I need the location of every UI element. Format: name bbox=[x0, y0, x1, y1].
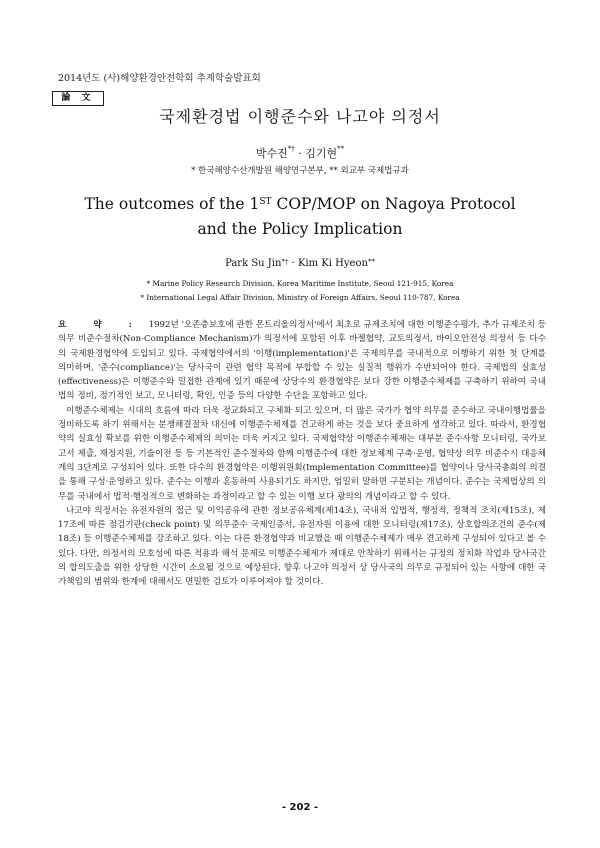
abstract-paragraph-2: 이행준수체제는 시대의 흐름에 따라 더욱 정교화되고 구체화 되고 있으며, 더 많은 국가가 협약 의무를 준수하고 국내이행법률을 정비하도록 하기 위해서는 분쟁해결절차 대신에 이행준수체제를 견고하게 하는 것을 보다 중요하게 생각하고 있다. 따라서, 환경협약의 실효성 확보를 위한 이행준수체제의 의미는 더욱 커지고 있다. 국제협약상 이행준수체제는 대부분 준수사항 모니터링, 국가보고서 제출, 재정지원, 기술이전 등 등 기본적인 준수절차와 함께 이행준수에 대한 정보체계 구축·운영, 협약상 의무 비준수시 대응체계의 3단계로 구성되어 있다. 또한 다수의 환경협약은 이행위원회(Implementation Committee)를 협약이나 당사국총회의 의결을 통해 구성·운영하고 있다. 준수는 이행과 혼동하여 사용되기도 하지만, 엄밀히 말하면 구분되는 개념이다. 준수는 국제법상의 의무를 국내에서 법적·행정적으로 변화하는 과정이라고 할 수 있는 이행 보다 광의의 개념이라고 할 수 있다. bbox=[58, 405, 546, 502]
author2-mark-ko: ** bbox=[337, 145, 345, 153]
korean-affiliation: * 한국해양수산개발원 해양연구본부, ** 외교부 국제법규과 bbox=[191, 166, 409, 176]
affiliation-en-line1: * Marine Policy Research Division, Korea Maritime Institute, Seoul 121-915, Korea bbox=[146, 279, 454, 288]
author-separator-en: · bbox=[288, 258, 298, 269]
author2-name-ko: 김기현 bbox=[305, 147, 338, 160]
page-number: - 202 - bbox=[281, 802, 319, 813]
affiliation-en-line2: * International Legal Affair Division, Ministry of Foreign Affairs, Seoul 110-787, Korea bbox=[140, 293, 460, 302]
author1-name-ko: 박수진 bbox=[255, 147, 288, 160]
abstract-label: 요 약 : bbox=[58, 320, 144, 330]
english-affiliation bbox=[0, 277, 600, 305]
korean-authors bbox=[0, 145, 600, 161]
english-authors bbox=[0, 258, 600, 269]
author1-mark-ko: *† bbox=[287, 145, 295, 153]
abstract bbox=[58, 318, 546, 590]
english-title-line1 bbox=[0, 192, 600, 217]
english-title-line2: and the Policy Implication bbox=[197, 220, 403, 238]
conference-header: 2014년도 (사)해양환경안전학회 추계학술발표회 bbox=[58, 73, 261, 84]
abstract-paragraph-3: 나고야 의정서는 유전자원의 접근 및 이익공유에 관한 정보공유체계(제14조), 국내적 입법적, 행정적, 정책적 조치(제15조), 제17조에 따른 점검기관(check point) 및 의무준수 국제인증서, 유전자원 이용에 대한 모니터링(제17조), 상호합의조건의 준수(제18조) 등 이행준수체제를 강조하고 있다. 이는 다른 환경협약과 비교했을 때 이행준수체제가 매우 견고하게 구성되어 있다고 볼 수 있다. 다만, 의정서의 모호성에 따른 적용과 해석 문제로 이행준수체제가 제대로 안착하기 위해서는 규정의 정치화 작업과 당사국간의 합의도출을 위한 상당한 시간이 소요될 것으로 예상된다. 향후 나고야 의정서 상 당사국의 의무로 규정되어 있는 사항에 대한 국가책임의 범위와 한계에 대해서도 면밀한 검토가 이루어져야 할 것이다. bbox=[58, 505, 546, 588]
section-label: 論 文 bbox=[52, 91, 104, 106]
korean-title: 국제환경법 이행준수와 나고야 의정서 bbox=[159, 107, 441, 126]
author2-name-en: Kim Ki Hyeon bbox=[298, 258, 368, 269]
author-separator-ko: · bbox=[294, 147, 306, 160]
english-title bbox=[0, 192, 600, 242]
author1-mark-en: *† bbox=[281, 258, 289, 266]
abstract-paragraph-1 bbox=[58, 318, 546, 404]
english-title-post: COP/MOP on Nagoya Protocol bbox=[271, 195, 516, 213]
abstract-paragraph-1-text: 1992년 '오존층보호에 관한 몬트리올의정서'에서 최초로 규제조치에 대한 이행준수평가, 추가 규제조치 등 의무 비준수절차(Non-Compliance Mechanism)가 의정서에 포함된 이후 바젤협약, 교토의정서, 바이오안전성 의정서 등 다수의 국제환경협약에 도입되고 있다. 국제협약에서의 '이행(implementation)'은 국제의무를 국내적으로 이행하기 위한 첫 단계를 의미하며, '준수(compliance)'는 당사국이 관련 협약 목적에 부합할 수 있는 실질적 행위가 수반되어야 한다. 국제법의 실효성(effectiveness)은 이행준수와 밀접한 관계에 있기 때문에 상당수의 환경협약은 보다 강한 이행준수체제를 구축하기 위하여 국내법의 정비, 정기적인 보고, 모니터링, 확인, 인증 등의 다양한 수단을 포함하고 있다. bbox=[58, 320, 547, 402]
english-title-sup: ST bbox=[259, 197, 272, 207]
author1-name-en: Park Su Jin bbox=[225, 258, 282, 269]
english-title-pre: The outcomes of the 1 bbox=[84, 195, 260, 213]
author2-mark-en: ** bbox=[367, 258, 375, 266]
